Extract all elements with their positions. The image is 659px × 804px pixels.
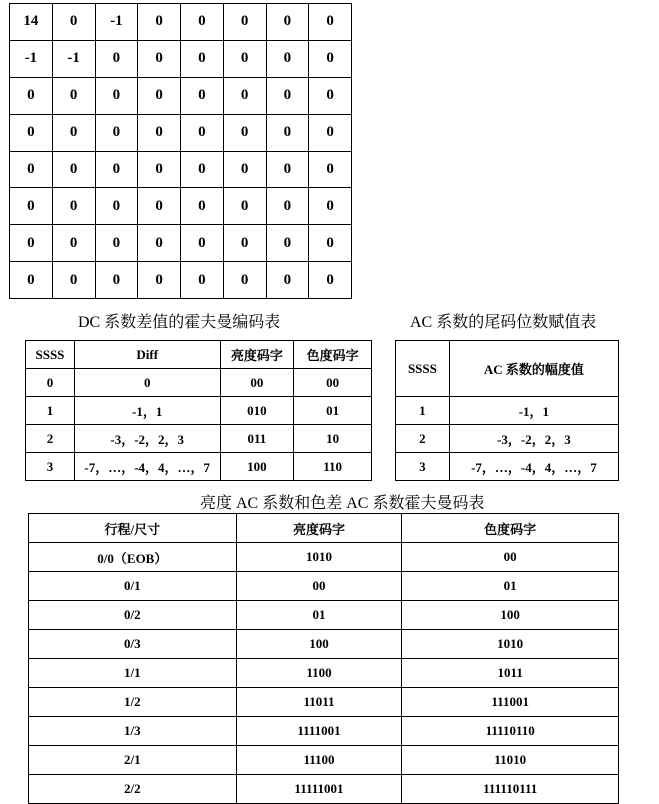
matrix-cell: 0	[138, 77, 181, 114]
dc-header-cell: Diff	[74, 341, 220, 369]
matrix-row	[10, 262, 352, 299]
huffman-table-row	[29, 659, 619, 688]
huffman-table-cell: 0/1	[29, 572, 237, 601]
matrix-cell: 0	[223, 77, 266, 114]
huffman-table-cell: 2/2	[29, 775, 237, 804]
dc-table-row	[26, 453, 372, 481]
matrix-cell: 0	[223, 225, 266, 262]
matrix-cell: 0	[10, 77, 53, 114]
dc-header-cell: 色度码字	[294, 341, 372, 369]
ac-table-cell: -7，…，-4，4，…，7	[449, 453, 618, 481]
matrix-row	[10, 4, 352, 41]
dc-table-cell: 00	[294, 369, 372, 397]
huffman-table-row	[29, 746, 619, 775]
matrix-cell: 0	[266, 77, 309, 114]
matrix-cell: 0	[181, 77, 224, 114]
ac-table-title: AC 系数的尾码位数赋值表	[410, 314, 597, 331]
huffman-table-cell: 1011	[402, 659, 619, 688]
ac-header-cell: AC 系数的幅度值	[449, 341, 618, 397]
huffman-table-cell: 0/2	[29, 601, 237, 630]
ac-header-cell: SSSS	[396, 341, 450, 397]
huffman-table-cell: 01	[402, 572, 619, 601]
matrix-cell: 0	[181, 114, 224, 151]
dc-table-cell: 100	[220, 453, 294, 481]
huffman-table-cell: 2/1	[29, 746, 237, 775]
dc-table-cell: 10	[294, 425, 372, 453]
matrix-cell: 0	[223, 188, 266, 225]
huffman-table-body	[29, 543, 619, 804]
matrix-cell: 0	[266, 225, 309, 262]
dc-table-body	[26, 369, 372, 481]
huffman-table-cell: 1/1	[29, 659, 237, 688]
matrix-cell: 0	[309, 151, 352, 188]
matrix-cell: 0	[223, 40, 266, 77]
dc-table-title: DC 系数差值的霍夫曼编码表	[78, 314, 281, 331]
matrix-cell: 0	[138, 151, 181, 188]
matrix-cell: 0	[138, 114, 181, 151]
huffman-table-row	[29, 543, 619, 572]
huffman-header-row	[29, 514, 619, 543]
huffman-table-row	[29, 601, 619, 630]
huffman-table-cell: 1/3	[29, 717, 237, 746]
huffman-table-cell: 01	[236, 601, 402, 630]
matrix-cell: 0	[52, 114, 95, 151]
dc-table-cell: 0	[26, 369, 75, 397]
huffman-table-cell: 1100	[236, 659, 402, 688]
matrix-cell: 0	[181, 151, 224, 188]
matrix-cell: 0	[181, 262, 224, 299]
huffman-table-cell: 11010	[402, 746, 619, 775]
matrix-cell: 0	[52, 225, 95, 262]
matrix-cell: 0	[266, 4, 309, 41]
huffman-table-cell: 1010	[402, 630, 619, 659]
huffman-table-cell: 11110110	[402, 717, 619, 746]
huffman-table-cell: 1010	[236, 543, 402, 572]
huffman-table-cell: 11011	[236, 688, 402, 717]
matrix-cell: 0	[52, 262, 95, 299]
matrix-cell: 0	[266, 114, 309, 151]
matrix-cell: 0	[181, 4, 224, 41]
matrix-cell: 0	[309, 188, 352, 225]
dc-table-cell: -7，…，-4，4，…，7	[74, 453, 220, 481]
huffman-table-cell: 00	[236, 572, 402, 601]
matrix-body	[10, 4, 352, 299]
matrix-row	[10, 225, 352, 262]
matrix-cell: 14	[10, 4, 53, 41]
dc-table-cell: -3，-2，2，3	[74, 425, 220, 453]
dc-table-row	[26, 369, 372, 397]
matrix-cell: 0	[52, 151, 95, 188]
ac-huffman-table	[28, 513, 619, 804]
ac-table-cell: 1	[396, 397, 450, 425]
huffman-table-cell: 0/3	[29, 630, 237, 659]
matrix-cell: 0	[138, 225, 181, 262]
matrix-cell: 0	[309, 262, 352, 299]
matrix-cell: 0	[266, 151, 309, 188]
dc-table-cell: 011	[220, 425, 294, 453]
ac-header-row	[396, 341, 619, 397]
matrix-cell: 0	[266, 262, 309, 299]
dc-table-cell: 00	[220, 369, 294, 397]
huffman-table-cell: 100	[236, 630, 402, 659]
matrix-cell: 0	[181, 40, 224, 77]
matrix-cell: 0	[138, 188, 181, 225]
huffman-table-row	[29, 572, 619, 601]
dc-table-cell: 010	[220, 397, 294, 425]
dc-table-cell: 01	[294, 397, 372, 425]
ac-table-cell: -3，-2，2，3	[449, 425, 618, 453]
matrix-cell: 0	[181, 188, 224, 225]
matrix-cell: 0	[10, 188, 53, 225]
matrix-cell: 0	[309, 225, 352, 262]
matrix-cell: 0	[223, 151, 266, 188]
dc-huffman-table	[25, 340, 372, 481]
ac-table-row	[396, 397, 619, 425]
matrix-cell: 0	[309, 40, 352, 77]
matrix-cell: 0	[52, 188, 95, 225]
matrix-cell: 0	[138, 262, 181, 299]
matrix-cell: 0	[95, 40, 138, 77]
matrix-row	[10, 188, 352, 225]
matrix-cell: 0	[309, 77, 352, 114]
matrix-cell: 0	[95, 225, 138, 262]
huffman-table-cell: 100	[402, 601, 619, 630]
matrix-cell: 0	[223, 4, 266, 41]
matrix-cell: 0	[266, 40, 309, 77]
dc-header-row	[26, 341, 372, 369]
huffman-header-cell: 色度码字	[402, 514, 619, 543]
dc-header-cell: 亮度码字	[220, 341, 294, 369]
huffman-table-title: 亮度 AC 系数和色差 AC 系数霍夫曼码表	[200, 495, 485, 512]
huffman-table-cell: 11100	[236, 746, 402, 775]
matrix-cell: 0	[10, 262, 53, 299]
matrix-cell: 0	[266, 188, 309, 225]
matrix-cell: 0	[95, 262, 138, 299]
huffman-table-row	[29, 630, 619, 659]
matrix-cell: -1	[95, 4, 138, 41]
matrix-row	[10, 77, 352, 114]
ac-table-cell: -1，1	[449, 397, 618, 425]
huffman-table-row	[29, 775, 619, 804]
huffman-table-row	[29, 688, 619, 717]
ac-amplitude-table	[395, 340, 619, 481]
matrix-cell: 0	[10, 151, 53, 188]
matrix-row	[10, 114, 352, 151]
dc-table-cell: 110	[294, 453, 372, 481]
ac-table-row	[396, 425, 619, 453]
matrix-cell: 0	[95, 114, 138, 151]
dc-table-cell: 2	[26, 425, 75, 453]
huffman-table-cell: 111110111	[402, 775, 619, 804]
matrix-cell: 0	[52, 77, 95, 114]
matrix-cell: 0	[138, 4, 181, 41]
matrix-cell: -1	[10, 40, 53, 77]
ac-table-cell: 2	[396, 425, 450, 453]
dc-table-row	[26, 397, 372, 425]
matrix-cell: 0	[10, 225, 53, 262]
dc-header-cell: SSSS	[26, 341, 75, 369]
dc-table-row	[26, 425, 372, 453]
huffman-header-cell: 亮度码字	[236, 514, 402, 543]
dc-table-cell: -1，1	[74, 397, 220, 425]
huffman-header-cell: 行程/尺寸	[29, 514, 237, 543]
ac-table-body	[396, 397, 619, 481]
matrix-cell: 0	[52, 4, 95, 41]
matrix-cell: -1	[52, 40, 95, 77]
matrix-row	[10, 40, 352, 77]
dc-table-cell: 0	[74, 369, 220, 397]
huffman-table-cell: 1111001	[236, 717, 402, 746]
huffman-table-row	[29, 717, 619, 746]
matrix-cell: 0	[138, 40, 181, 77]
matrix-cell: 0	[223, 262, 266, 299]
matrix-cell: 0	[309, 114, 352, 151]
huffman-table-cell: 111001	[402, 688, 619, 717]
matrix-cell: 0	[10, 114, 53, 151]
dc-table-cell: 3	[26, 453, 75, 481]
dc-table-cell: 1	[26, 397, 75, 425]
matrix-cell: 0	[95, 188, 138, 225]
matrix-cell: 0	[223, 114, 266, 151]
matrix-cell: 0	[181, 225, 224, 262]
coefficient-matrix	[9, 3, 352, 299]
huffman-table-cell: 11111001	[236, 775, 402, 804]
matrix-cell: 0	[95, 77, 138, 114]
matrix-row	[10, 151, 352, 188]
ac-table-row	[396, 453, 619, 481]
matrix-cell: 0	[95, 151, 138, 188]
huffman-table-cell: 00	[402, 543, 619, 572]
matrix-cell: 0	[309, 4, 352, 41]
huffman-table-cell: 1/2	[29, 688, 237, 717]
huffman-table-cell: 0/0（EOB）	[29, 543, 237, 572]
ac-table-cell: 3	[396, 453, 450, 481]
